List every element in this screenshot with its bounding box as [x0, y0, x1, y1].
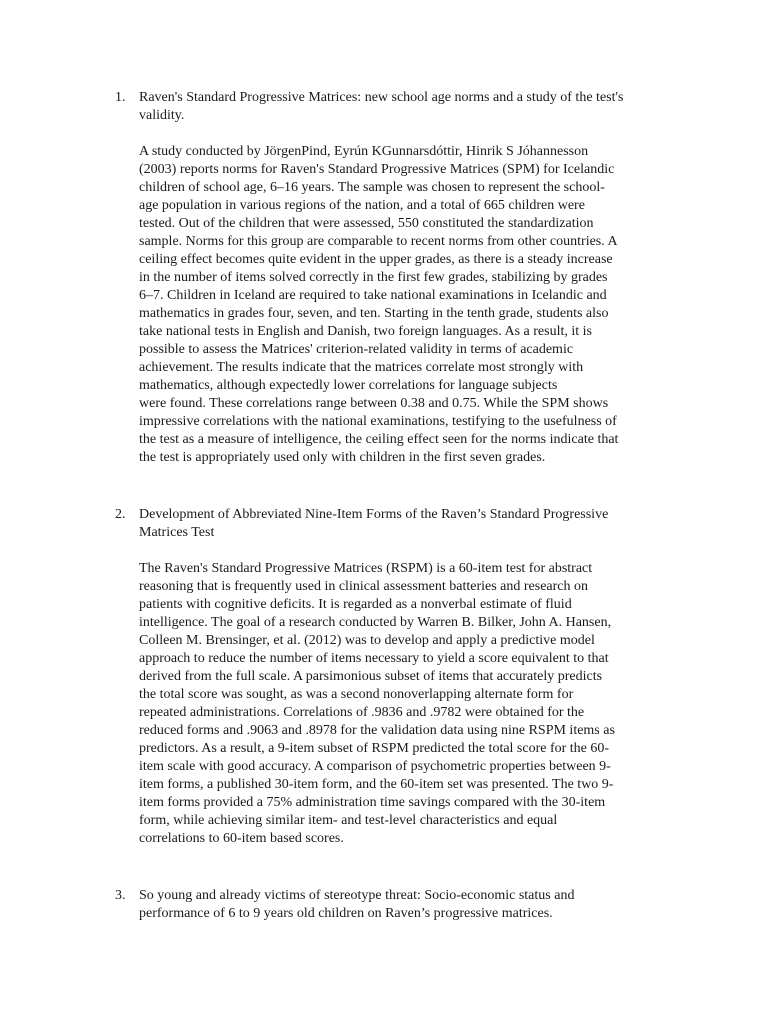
title-line: Matrices Test	[139, 525, 215, 540]
text-line: item scale with good accuracy. A comparison of psychometric properties between 9-	[139, 759, 611, 774]
text-line: mathematics, although expectedly lower correlations for language subjects	[139, 378, 558, 393]
text-line: the test as a measure of intelligence, the ceiling effect seen for the norms indicate that	[139, 432, 619, 447]
text-line: approach to reduce the number of items necessary to yield a score equivalent to that	[139, 651, 609, 666]
text-line: Colleen M. Brensinger, et al. (2012) was to develop and apply a predictive model	[139, 633, 595, 648]
text-line: the test is appropriately used only with children in the first seven grades.	[139, 450, 546, 465]
item-title	[139, 506, 679, 542]
list-number: 2.	[115, 507, 126, 522]
list-number: 1.	[115, 90, 126, 105]
title-line: So young and already victims of stereotype threat: Socio-economic status and	[139, 888, 575, 903]
text-line: item forms provided a 75% administration time savings compared with the 30-item	[139, 795, 606, 810]
text-line: children of school age, 6–16 years. The sample was chosen to represent the school-	[139, 180, 605, 195]
text-line: reduced forms and .9063 and .8978 for the validation data using nine RSPM items as	[139, 723, 615, 738]
text-line: form, while achieving similar item- and test-level characteristics and equal	[139, 813, 558, 828]
text-line: in the number of items solved correctly in the first few grades, stabilizing by grades	[139, 270, 608, 285]
text-line: possible to assess the Matrices' criterion-related validity in terms of academic	[139, 342, 574, 357]
text-line: ceiling effect becomes quite evident in the upper grades, as there is a steady increase	[139, 252, 613, 267]
text-line: reasoning that is frequently used in clinical assessment batteries and research on	[139, 579, 589, 594]
text-line: the total score was sought, as was a second nonoverlapping alternate form for	[139, 687, 574, 702]
item-title	[139, 89, 679, 125]
item-title	[139, 887, 679, 923]
text-line: age population in various regions of the nation, and a total of 665 children were	[139, 198, 585, 213]
text-line: repeated administrations. Correlations of .9836 and .9782 were obtained for the	[139, 705, 585, 720]
text-line: achievement. The results indicate that the matrices correlate most strongly with	[139, 360, 584, 375]
title-line: validity.	[139, 108, 185, 123]
title-line: performance of 6 to 9 years old children on Raven’s progressive matrices.	[139, 906, 553, 921]
text-line: take national tests in English and Danish, two foreign languages. As a result, it is	[139, 324, 592, 339]
text-line: intelligence. The goal of a research conducted by Warren B. Bilker, John A. Hansen,	[139, 615, 612, 630]
title-line: Raven's Standard Progressive Matrices: new school age norms and a study of the test's	[139, 90, 624, 105]
text-line: 6–7. Children in Iceland are required to take national examinations in Icelandic and	[139, 288, 607, 303]
text-line: correlations to 60-item based scores.	[139, 831, 344, 846]
text-line: mathematics in grades four, seven, and ten. Starting in the tenth grade, students also	[139, 306, 609, 321]
list-number: 3.	[115, 888, 126, 903]
title-line: Development of Abbreviated Nine-Item Forms of the Raven’s Standard Progressive	[139, 507, 609, 522]
item-abstract	[139, 143, 679, 467]
item-abstract	[139, 560, 679, 848]
text-line: were found. These correlations range between 0.38 and 0.75. While the SPM shows	[139, 396, 609, 411]
text-line: tested. Out of the children that were assessed, 550 constituted the standardization	[139, 216, 594, 231]
text-line: predictors. As a result, a 9-item subset of RSPM predicted the total score for the 60-	[139, 741, 610, 756]
text-line: A study conducted by JörgenPind, Eyrún KGunnarsdóttir, Hinrik S Jóhannesson	[139, 144, 589, 159]
text-line: item forms, a published 30-item form, and the 60-item set was presented. The two 9-	[139, 777, 614, 792]
text-line: derived from the full scale. A parsimonious subset of items that accurately predicts	[139, 669, 603, 684]
text-line: The Raven's Standard Progressive Matrices (RSPM) is a 60-item test for abstract	[139, 561, 593, 576]
text-line: sample. Norms for this group are comparable to recent norms from other countries. A	[139, 234, 618, 249]
text-line: (2003) reports norms for Raven's Standard Progressive Matrices (SPM) for Icelandic	[139, 162, 615, 177]
text-line: impressive correlations with the national examinations, testifying to the usefulness of	[139, 414, 617, 429]
text-line: patients with cognitive deficits. It is regarded as a nonverbal estimate of fluid	[139, 597, 572, 612]
